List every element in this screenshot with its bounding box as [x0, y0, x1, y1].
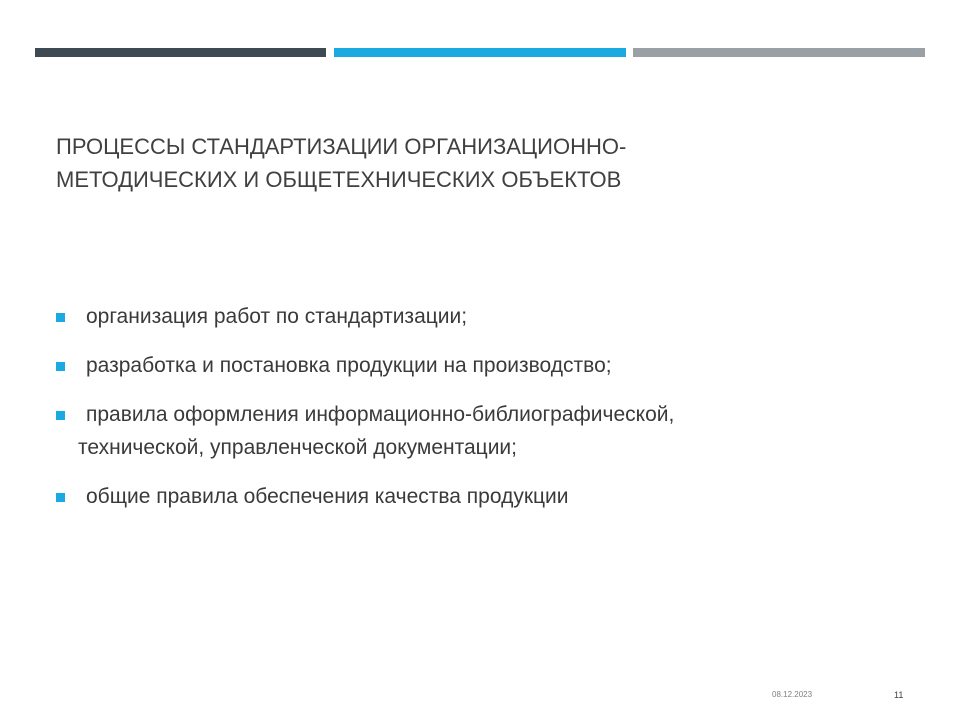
- bullet-item: [56, 480, 916, 513]
- square-bullet-icon: [56, 313, 65, 322]
- slide-title: [56, 130, 916, 196]
- bullet-item: [56, 398, 916, 464]
- bullet-text-continuation: технической, управленческой документации;: [78, 436, 517, 459]
- footer-date: 08.12.2023: [772, 690, 813, 699]
- decorative-bar-blue: [334, 48, 626, 57]
- slide-title-line-2: МЕТОДИЧЕСКИХ И ОБЩЕТЕХНИЧЕСКИХ ОБЪЕКТОВ: [56, 167, 622, 192]
- square-bullet-icon: [56, 411, 65, 420]
- square-bullet-icon: [56, 362, 65, 371]
- slide-title-line-1: ПРОЦЕССЫ СТАНДАРТИЗАЦИИ ОРГАНИЗАЦИОННО-: [56, 134, 627, 159]
- bullet-text: общие правила обеспечения качества продукции: [86, 485, 569, 508]
- page-number: 11: [894, 690, 904, 700]
- bullet-item: [56, 300, 916, 333]
- bullet-item: [56, 349, 916, 382]
- decorative-bar-gray: [633, 48, 925, 57]
- square-bullet-icon: [56, 493, 65, 502]
- bullet-list: [56, 300, 916, 529]
- decorative-bar-dark: [35, 48, 326, 57]
- bullet-text: правила оформления информационно-библиографической,: [86, 403, 675, 426]
- bullet-text: организация работ по стандартизации;: [86, 305, 468, 328]
- bullet-text: разработка и постановка продукции на производство;: [86, 354, 612, 377]
